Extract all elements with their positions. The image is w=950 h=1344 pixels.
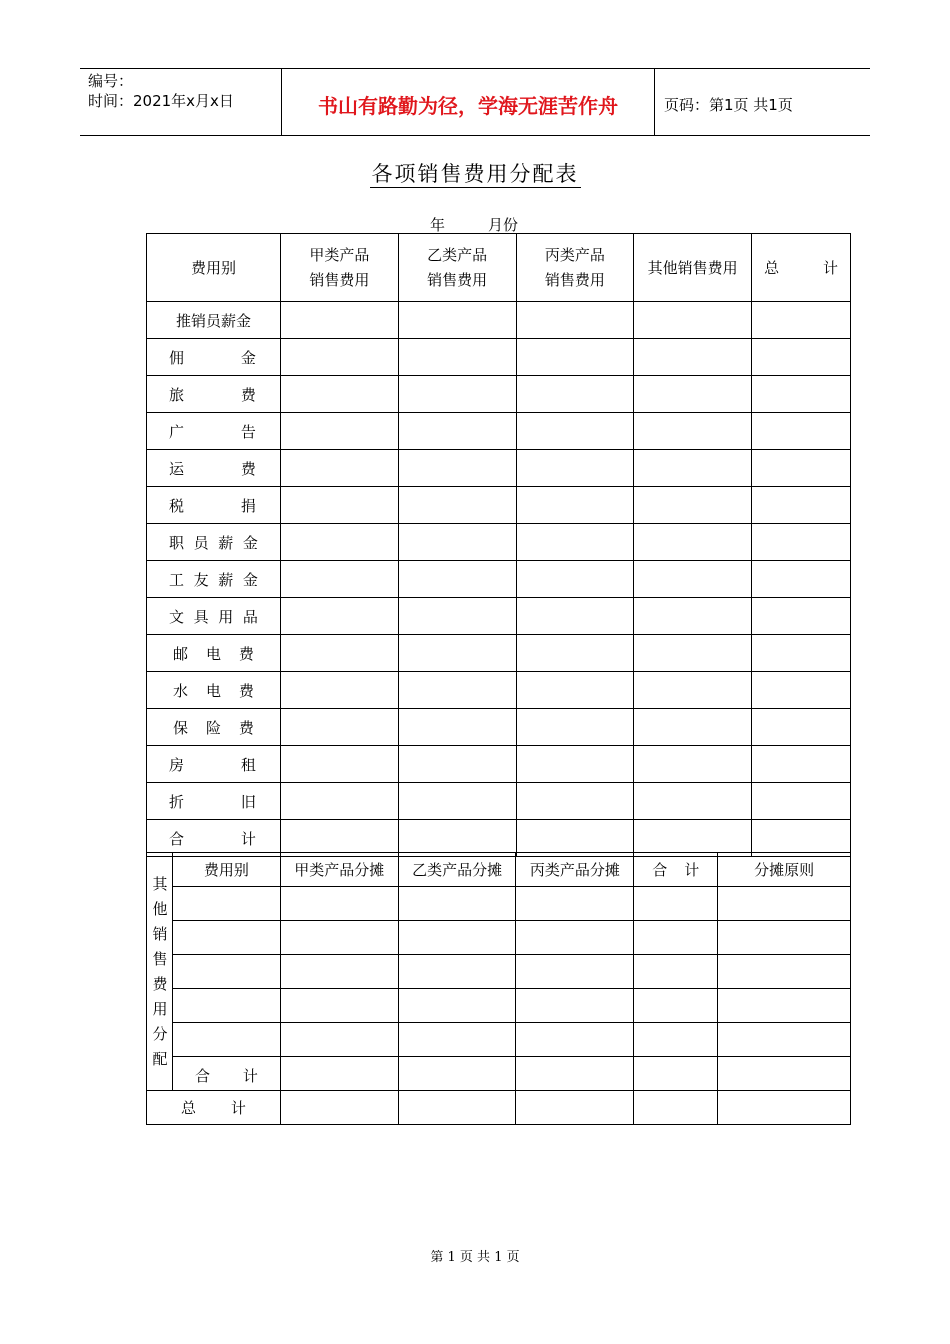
table-cell[interactable] — [398, 1091, 516, 1125]
table-cell[interactable] — [516, 413, 634, 450]
table-cell[interactable] — [280, 339, 398, 376]
row-label-char: 保 — [173, 718, 189, 737]
table-row — [147, 746, 851, 783]
header-product-a-line1: 甲类产品 — [309, 245, 370, 264]
row-label — [147, 376, 281, 413]
header-total-l: 总 — [764, 259, 780, 277]
table-cell[interactable] — [280, 524, 398, 561]
table-cell[interactable] — [172, 1023, 280, 1057]
table-row — [147, 302, 851, 339]
header2-sum — [634, 853, 718, 887]
header-product-b-line2: 销售费用 — [427, 270, 488, 289]
table-cell[interactable] — [398, 376, 516, 413]
table-cell[interactable] — [516, 339, 634, 376]
table-row-total — [147, 820, 851, 857]
row-label — [147, 709, 281, 746]
table-cell[interactable] — [516, 746, 634, 783]
table-row — [147, 709, 851, 746]
table-cell[interactable] — [280, 1057, 398, 1091]
table-cell[interactable] — [718, 989, 851, 1023]
row-label — [147, 820, 281, 857]
row-label-char: 文 — [169, 607, 185, 626]
row-label-text: 推销员薪金 — [175, 311, 251, 330]
table-cell[interactable] — [280, 783, 398, 820]
header-top-rule — [80, 68, 870, 69]
table-cell[interactable] — [280, 820, 398, 857]
table-cell[interactable] — [718, 887, 851, 921]
row-label — [147, 413, 281, 450]
date-month: 月份 — [488, 216, 519, 234]
table-cell[interactable] — [752, 376, 851, 413]
row-label-char: 房 — [169, 755, 185, 774]
row-label-char: 友 — [193, 570, 209, 589]
table-cell[interactable] — [634, 955, 718, 989]
side-label — [147, 853, 173, 1091]
table-cell[interactable] — [634, 989, 718, 1023]
table-cell[interactable] — [516, 1023, 634, 1057]
header-time-label: 时间：2021年x月x日 — [88, 92, 234, 110]
grand-total-r: 计 — [230, 1099, 246, 1117]
header2-category: 费用别 — [172, 853, 280, 887]
table-cell[interactable] — [280, 487, 398, 524]
table-cell[interactable] — [398, 302, 516, 339]
table-cell[interactable] — [516, 1057, 634, 1091]
table-cell[interactable] — [516, 524, 634, 561]
table-cell[interactable] — [634, 524, 752, 561]
table-cell[interactable] — [398, 598, 516, 635]
table-cell[interactable] — [516, 302, 634, 339]
table-cell[interactable] — [752, 302, 851, 339]
table-cell[interactable] — [634, 302, 752, 339]
table-cell[interactable] — [516, 635, 634, 672]
table-cell[interactable] — [280, 561, 398, 598]
table-cell[interactable] — [280, 746, 398, 783]
table-cell[interactable] — [718, 1091, 851, 1125]
table-cell[interactable] — [634, 1023, 718, 1057]
table-cell[interactable] — [398, 709, 516, 746]
header-motto: 书山有路勤为径，学海无涯苦作舟 — [318, 94, 618, 118]
header-other: 其他销售费用 — [634, 234, 752, 302]
table-cell[interactable] — [634, 561, 752, 598]
page-title — [0, 158, 950, 188]
header-total — [752, 234, 851, 302]
table-row — [147, 955, 851, 989]
table-cell[interactable] — [516, 783, 634, 820]
table-row — [147, 672, 851, 709]
row-label-char: 费 — [238, 718, 254, 737]
row-label-char: 员 — [193, 533, 209, 552]
row-label-char: 具 — [193, 607, 209, 626]
table-row — [147, 561, 851, 598]
table-cell[interactable] — [634, 413, 752, 450]
row-label — [147, 302, 281, 339]
header-category: 费用别 — [147, 234, 281, 302]
header-divider-right — [654, 68, 655, 136]
row-label-char: 水 — [173, 681, 189, 700]
table2-header-row — [147, 853, 851, 887]
row-label-char: 金 — [240, 348, 256, 367]
table-cell[interactable] — [718, 1023, 851, 1057]
table-cell[interactable] — [280, 887, 398, 921]
row-label-char: 金 — [242, 533, 258, 552]
table-cell[interactable] — [398, 339, 516, 376]
table-cell[interactable] — [634, 820, 752, 857]
table-cell[interactable] — [280, 709, 398, 746]
table-cell[interactable] — [634, 339, 752, 376]
table-cell[interactable] — [752, 746, 851, 783]
other-expense-allocation-table — [146, 852, 851, 1125]
row-label-char: 费 — [238, 644, 254, 663]
row-label — [147, 450, 281, 487]
header-divider-left — [281, 68, 282, 136]
table-cell[interactable] — [516, 450, 634, 487]
table-cell[interactable] — [752, 672, 851, 709]
table-cell[interactable] — [752, 450, 851, 487]
table-cell[interactable] — [280, 413, 398, 450]
table-row — [147, 635, 851, 672]
table-cell[interactable] — [752, 487, 851, 524]
header-page-label: 页码：第1页 共1页 — [664, 96, 793, 114]
subtotal-label — [172, 1057, 280, 1091]
table-cell[interactable] — [280, 955, 398, 989]
row-label-char: 旧 — [240, 792, 256, 811]
table-row — [147, 487, 851, 524]
row-label-char: 险 — [205, 718, 221, 737]
row-label-char: 用 — [218, 607, 234, 626]
grand-total-l: 总 — [181, 1099, 197, 1117]
table-cell[interactable] — [752, 339, 851, 376]
table-cell[interactable] — [752, 524, 851, 561]
table-row — [147, 921, 851, 955]
subtotal-l: 合 — [194, 1067, 210, 1085]
table-cell[interactable] — [398, 887, 516, 921]
table-row — [147, 339, 851, 376]
table-row — [147, 524, 851, 561]
table-cell[interactable] — [280, 989, 398, 1023]
table-cell[interactable] — [634, 783, 752, 820]
table-cell[interactable] — [280, 672, 398, 709]
table-cell[interactable] — [280, 635, 398, 672]
table-cell[interactable] — [718, 955, 851, 989]
row-label-char: 告 — [240, 422, 256, 441]
table-header-row — [147, 234, 851, 302]
table-cell[interactable] — [634, 709, 752, 746]
table-cell[interactable] — [634, 487, 752, 524]
table-cell[interactable] — [516, 1091, 634, 1125]
header-bottom-rule — [80, 135, 870, 136]
row-label — [147, 524, 281, 561]
row-label-char: 旅 — [169, 385, 185, 404]
header-product-c — [516, 234, 634, 302]
table-row — [147, 598, 851, 635]
table-cell[interactable] — [280, 921, 398, 955]
header2-sum-l: 合 — [652, 861, 668, 879]
table-cell[interactable] — [398, 783, 516, 820]
table-cell[interactable] — [718, 921, 851, 955]
header2-product-a: 甲类产品分摊 — [280, 853, 398, 887]
table-cell[interactable] — [516, 487, 634, 524]
table-cell[interactable] — [398, 955, 516, 989]
table-cell[interactable] — [634, 1057, 718, 1091]
header-product-b — [398, 234, 516, 302]
header2-sum-r: 计 — [684, 861, 700, 879]
row-label-char: 金 — [242, 570, 258, 589]
row-label — [147, 339, 281, 376]
header-product-b-line1: 乙类产品 — [427, 245, 488, 264]
table-cell[interactable] — [398, 989, 516, 1023]
table2-grand-total-row — [147, 1091, 851, 1125]
header-product-a — [280, 234, 398, 302]
table-row — [147, 989, 851, 1023]
table-cell[interactable] — [634, 1091, 718, 1125]
table-cell[interactable] — [516, 672, 634, 709]
row-label — [147, 635, 281, 672]
row-label-char: 佣 — [169, 348, 185, 367]
table-cell[interactable] — [634, 598, 752, 635]
table-cell[interactable] — [398, 1023, 516, 1057]
table-cell[interactable] — [516, 820, 634, 857]
table-cell[interactable] — [516, 709, 634, 746]
page-footer: 第 1 页 共 1 页 — [430, 1250, 520, 1265]
table-cell[interactable] — [172, 955, 280, 989]
header2-product-c: 丙类产品分摊 — [516, 853, 634, 887]
table-cell[interactable] — [718, 1057, 851, 1091]
table-cell[interactable] — [634, 887, 718, 921]
table-cell[interactable] — [516, 887, 634, 921]
table-cell[interactable] — [752, 709, 851, 746]
table-cell[interactable] — [398, 820, 516, 857]
header2-principle: 分摊原则 — [718, 853, 851, 887]
row-label-char: 合 — [169, 829, 185, 848]
table-cell[interactable] — [398, 672, 516, 709]
header-product-a-line2: 销售费用 — [309, 270, 370, 289]
row-label-char: 费 — [238, 681, 254, 700]
table-cell[interactable] — [634, 921, 718, 955]
table-cell[interactable] — [516, 561, 634, 598]
table-cell[interactable] — [398, 635, 516, 672]
date-year: 年 — [430, 216, 446, 234]
row-label — [147, 783, 281, 820]
row-label-char: 捐 — [240, 496, 256, 515]
row-label-char: 品 — [242, 607, 258, 626]
table-cell[interactable] — [398, 1057, 516, 1091]
row-label — [147, 487, 281, 524]
table-cell[interactable] — [280, 598, 398, 635]
table-cell[interactable] — [752, 820, 851, 857]
table-cell[interactable] — [516, 989, 634, 1023]
row-label-char: 职 — [169, 533, 185, 552]
table-cell[interactable] — [752, 561, 851, 598]
table-cell[interactable] — [516, 598, 634, 635]
table-cell[interactable] — [634, 746, 752, 783]
row-label — [147, 598, 281, 635]
table-cell[interactable] — [634, 672, 752, 709]
table-cell[interactable] — [280, 302, 398, 339]
table-row — [147, 450, 851, 487]
row-label-char: 广 — [169, 422, 185, 441]
table-row — [147, 887, 851, 921]
row-label-char: 租 — [240, 755, 256, 774]
table-cell[interactable] — [752, 413, 851, 450]
table-cell[interactable] — [280, 450, 398, 487]
expense-allocation-table — [146, 233, 851, 857]
table-cell[interactable] — [516, 955, 634, 989]
table-cell[interactable] — [398, 524, 516, 561]
row-label-char: 折 — [169, 792, 185, 811]
header-product-c-line2: 销售费用 — [544, 270, 605, 289]
table-cell[interactable] — [634, 376, 752, 413]
table-cell[interactable] — [398, 921, 516, 955]
row-label-char: 电 — [205, 681, 221, 700]
row-label — [147, 672, 281, 709]
row-label-char: 运 — [169, 459, 185, 478]
header-product-c-line1: 丙类产品 — [544, 245, 605, 264]
table-cell[interactable] — [634, 635, 752, 672]
table-cell[interactable] — [280, 1091, 398, 1125]
row-label — [147, 561, 281, 598]
grand-total-label — [147, 1091, 281, 1125]
table-cell[interactable] — [398, 450, 516, 487]
table-cell[interactable] — [752, 598, 851, 635]
table-cell[interactable] — [752, 783, 851, 820]
page-title-text: 各项销售费用分配表 — [371, 162, 579, 186]
row-label-char: 费 — [240, 385, 256, 404]
side-label-text: 其他销售费用分配 — [152, 874, 168, 1068]
table-cell[interactable] — [634, 450, 752, 487]
header2-product-b: 乙类产品分摊 — [398, 853, 516, 887]
row-label-char: 计 — [240, 829, 256, 848]
subtotal-r: 计 — [242, 1067, 258, 1085]
table-cell[interactable] — [172, 887, 280, 921]
table-row — [147, 376, 851, 413]
row-label-char: 邮 — [173, 644, 189, 663]
row-label-char: 电 — [205, 644, 221, 663]
header-total-r: 计 — [822, 259, 838, 277]
table-cell[interactable] — [280, 1023, 398, 1057]
table-cell[interactable] — [398, 561, 516, 598]
table-cell[interactable] — [516, 921, 634, 955]
table-row — [147, 783, 851, 820]
row-label — [147, 746, 281, 783]
table-cell[interactable] — [752, 635, 851, 672]
table-row — [147, 1023, 851, 1057]
table-cell[interactable] — [398, 413, 516, 450]
row-label-char: 费 — [240, 459, 256, 478]
table-cell[interactable] — [398, 746, 516, 783]
table-cell[interactable] — [398, 487, 516, 524]
table-cell[interactable] — [172, 921, 280, 955]
header-number-label: 编号： — [88, 72, 134, 90]
table-cell[interactable] — [280, 376, 398, 413]
row-label-char: 薪 — [218, 533, 234, 552]
table-row — [147, 413, 851, 450]
row-label-char: 工 — [169, 570, 185, 589]
table-cell[interactable] — [172, 989, 280, 1023]
table2-subtotal-row — [147, 1057, 851, 1091]
row-label-char: 薪 — [218, 570, 234, 589]
table-cell[interactable] — [516, 376, 634, 413]
row-label-char: 税 — [169, 496, 185, 515]
